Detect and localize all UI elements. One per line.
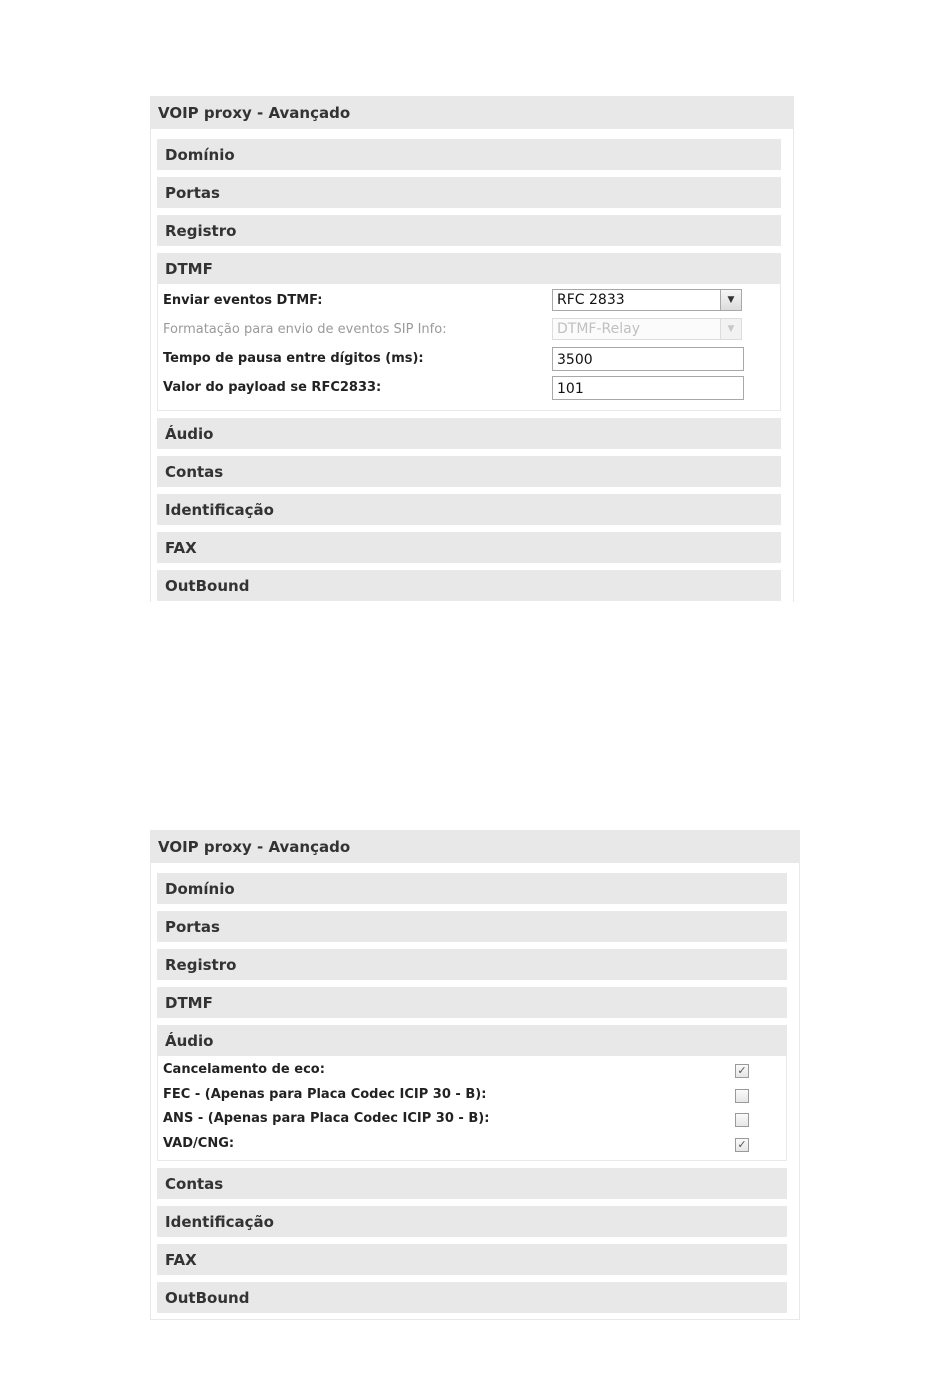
chevron-down-icon[interactable]: ▼ bbox=[720, 290, 741, 310]
panel-title: VOIP proxy - Avançado bbox=[151, 831, 799, 863]
section-contas[interactable]: Contas bbox=[157, 1168, 787, 1199]
audio-settings bbox=[157, 1056, 787, 1161]
voip-advanced-panel-audio bbox=[150, 830, 800, 1320]
payload-value-input[interactable] bbox=[552, 376, 744, 400]
digit-pause-label: Tempo de pausa entre dígitos (ms): bbox=[163, 351, 424, 366]
vad-cng-label: VAD/CNG: bbox=[163, 1136, 235, 1151]
vad-cng-checkbox[interactable] bbox=[735, 1138, 749, 1152]
voip-advanced-panel-dtmf bbox=[150, 96, 794, 602]
checkmark-icon: ✓ bbox=[737, 1064, 747, 1077]
section-portas[interactable]: Portas bbox=[157, 911, 787, 942]
payload-value-label: Valor do payload se RFC2833: bbox=[163, 380, 382, 395]
digit-pause-input[interactable] bbox=[552, 347, 744, 371]
ans-checkbox[interactable] bbox=[735, 1113, 749, 1127]
ans-label: ANS - (Apenas para Placa Codec ICIP 30 - B): bbox=[163, 1111, 490, 1126]
section-registro[interactable]: Registro bbox=[157, 949, 787, 980]
section-dtmf[interactable]: DTMF bbox=[157, 987, 787, 1018]
section-dtmf[interactable]: DTMF bbox=[157, 253, 781, 284]
section-fax[interactable]: FAX bbox=[157, 1244, 787, 1275]
section-audio[interactable]: Áudio bbox=[157, 418, 781, 449]
section-audio[interactable]: Áudio bbox=[157, 1025, 787, 1056]
fec-checkbox[interactable] bbox=[735, 1089, 749, 1103]
chevron-down-icon: ▼ bbox=[720, 319, 741, 339]
echo-cancel-checkbox[interactable] bbox=[735, 1064, 749, 1078]
sip-info-format-select bbox=[552, 318, 742, 340]
send-dtmf-events-label: Enviar eventos DTMF: bbox=[163, 293, 323, 308]
panel-title: VOIP proxy - Avançado bbox=[151, 97, 793, 129]
section-dominio[interactable]: Domínio bbox=[157, 139, 781, 170]
section-dominio[interactable]: Domínio bbox=[157, 873, 787, 904]
dtmf-settings bbox=[157, 284, 781, 411]
echo-cancel-label: Cancelamento de eco: bbox=[163, 1062, 325, 1077]
section-contas[interactable]: Contas bbox=[157, 456, 781, 487]
sip-info-format-label: Formatação para envio de eventos SIP Info: bbox=[163, 322, 447, 337]
fec-label: FEC - (Apenas para Placa Codec ICIP 30 - B): bbox=[163, 1087, 487, 1102]
section-fax[interactable]: FAX bbox=[157, 532, 781, 563]
send-dtmf-events-value: RFC 2833 bbox=[557, 292, 625, 308]
section-identificacao[interactable]: Identificação bbox=[157, 1206, 787, 1237]
checkmark-icon: ✓ bbox=[737, 1138, 747, 1151]
section-outbound[interactable]: OutBound bbox=[157, 570, 781, 601]
section-identificacao[interactable]: Identificação bbox=[157, 494, 781, 525]
sip-info-format-value: DTMF-Relay bbox=[557, 321, 640, 337]
section-registro[interactable]: Registro bbox=[157, 215, 781, 246]
send-dtmf-events-select[interactable] bbox=[552, 289, 742, 311]
section-portas[interactable]: Portas bbox=[157, 177, 781, 208]
section-outbound[interactable]: OutBound bbox=[157, 1282, 787, 1313]
